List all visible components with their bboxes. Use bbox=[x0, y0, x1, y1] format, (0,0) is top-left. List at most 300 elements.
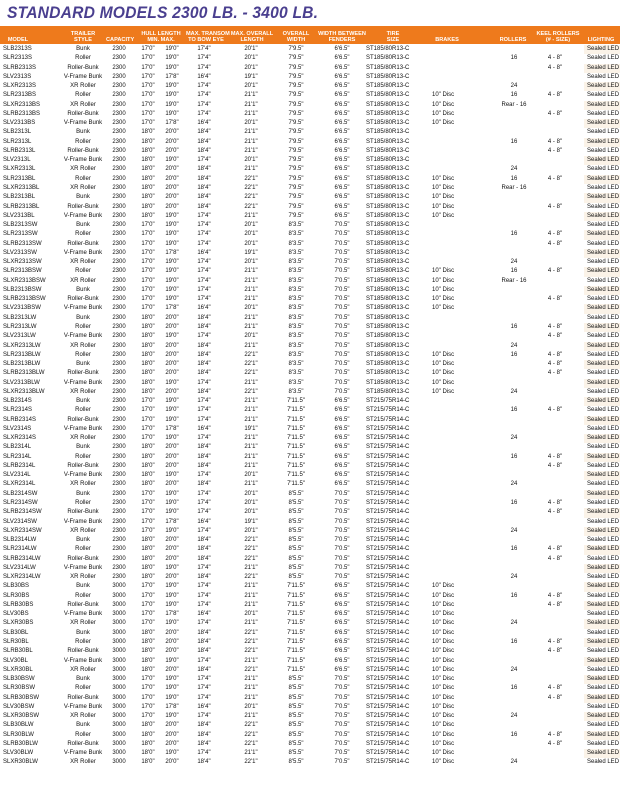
tire-size-cell: ST215/75R14-C bbox=[366, 740, 410, 747]
capacity-cell: 2300 bbox=[112, 268, 126, 275]
overall-length-cell: 21'1" bbox=[244, 212, 258, 219]
trailer-style-cell: Roller bbox=[75, 731, 91, 738]
hull-max-cell: 19'0" bbox=[165, 240, 179, 247]
tire-size-cell: ST215/75R14-C bbox=[366, 555, 410, 562]
tire-size-cell: ST215/75R14-C bbox=[366, 398, 410, 405]
transom-cell: 17'4" bbox=[197, 500, 211, 507]
fender-width-cell: 6'6.5" bbox=[334, 120, 350, 127]
capacity-cell: 2300 bbox=[112, 509, 126, 516]
table-row bbox=[0, 110, 620, 119]
overall-width-cell: 8'3.5" bbox=[288, 277, 304, 284]
brakes-cell bbox=[432, 332, 464, 341]
hull-min-cell: 17'0" bbox=[141, 231, 155, 238]
rollers-cell bbox=[500, 379, 528, 388]
trailer-style-cell: V-Frame Bunk bbox=[63, 379, 103, 386]
tire-size-cell: ST215/75R14-C bbox=[366, 462, 410, 469]
brakes-cell: 10" Disc bbox=[432, 583, 455, 590]
brakes-cell: 10" Disc bbox=[432, 370, 455, 377]
hull-max-cell: 19'0" bbox=[165, 212, 179, 219]
rollers-cell: 16 bbox=[510, 323, 518, 330]
transom-cell: 18'4" bbox=[197, 203, 211, 210]
capacity-cell: 2300 bbox=[112, 101, 126, 108]
fender-width-cell: 6'6.5" bbox=[334, 666, 350, 673]
model-cell: SLXR2313S bbox=[3, 83, 37, 90]
hull-min-cell: 17'0" bbox=[141, 240, 155, 247]
keel-rollers-cell bbox=[536, 212, 574, 221]
model-cell: SLB2313S bbox=[3, 46, 32, 52]
hull-max-cell: 19'0" bbox=[165, 46, 179, 52]
transom-cell: 17'4" bbox=[197, 110, 211, 117]
keel-rollers-cell: 4 - 8" bbox=[547, 685, 563, 692]
trailer-style-cell: Bunk bbox=[76, 194, 90, 201]
hull-max-cell: 19'0" bbox=[165, 333, 179, 340]
model-cell: SLB2314L bbox=[3, 444, 32, 451]
brakes-cell: 10" Disc bbox=[432, 620, 455, 627]
table-row bbox=[0, 184, 620, 193]
trailer-style-cell: Roller bbox=[75, 323, 91, 330]
transom-cell: 17'4" bbox=[197, 212, 211, 219]
hull-min-cell: 17'0" bbox=[141, 249, 155, 256]
trailer-style-cell: Bunk bbox=[76, 722, 90, 729]
table-row bbox=[0, 592, 620, 601]
tire-size-cell: ST185/80R13-C bbox=[366, 101, 410, 108]
tire-size-cell: ST185/80R13-C bbox=[366, 55, 410, 62]
lighting-cell: Sealed LED bbox=[587, 361, 620, 368]
table-row bbox=[0, 249, 620, 258]
lighting-cell: Sealed LED bbox=[587, 435, 620, 442]
model-cell: SLR2313S bbox=[3, 55, 33, 62]
overall-width-cell: 8'3.5" bbox=[288, 259, 304, 266]
header-capacity: CAPACITY bbox=[106, 37, 135, 43]
keel-rollers-cell bbox=[536, 564, 574, 573]
hull-min-cell: 18'0" bbox=[141, 379, 155, 386]
lighting-cell: Sealed LED bbox=[587, 676, 620, 683]
hull-max-cell: 20'0" bbox=[165, 629, 179, 636]
fender-width-cell: 6'6.5" bbox=[334, 481, 350, 488]
keel-rollers-cell: 4 - 8" bbox=[547, 555, 563, 562]
model-cell: SLV2313LW bbox=[3, 333, 36, 340]
tire-size-cell: ST215/75R14-C bbox=[366, 453, 410, 460]
hull-max-cell: 19'0" bbox=[165, 657, 179, 664]
trailer-style-cell: Bunk bbox=[76, 314, 90, 321]
table-row bbox=[0, 675, 620, 684]
overall-length-cell: 22'1" bbox=[244, 175, 258, 182]
hull-max-cell: 20'0" bbox=[165, 546, 179, 553]
overall-width-cell: 7'11.5" bbox=[287, 583, 305, 590]
capacity-cell: 2300 bbox=[112, 444, 126, 451]
lighting-cell: Sealed LED bbox=[587, 537, 620, 544]
overall-length-cell: 21'1" bbox=[244, 592, 258, 599]
fender-width-cell: 7'0.5" bbox=[334, 305, 350, 312]
hull-min-cell: 17'0" bbox=[141, 259, 155, 266]
model-cell: SLRB2313BLW bbox=[3, 370, 45, 377]
overall-length-cell: 21'1" bbox=[244, 277, 258, 284]
tire-size-cell: ST215/75R14-C bbox=[366, 639, 410, 645]
table-row bbox=[0, 527, 620, 536]
trailer-style-cell: Bunk bbox=[76, 490, 90, 497]
trailer-style-cell: V-Frame Bunk bbox=[63, 611, 103, 618]
lighting-cell: Sealed LED bbox=[587, 564, 620, 571]
keel-rollers-cell: 4 - 8" bbox=[547, 592, 563, 599]
trailer-style-cell: Bunk bbox=[76, 676, 90, 683]
tire-size-cell: ST185/80R13-C bbox=[366, 194, 410, 201]
hull-min-cell: 18'0" bbox=[141, 629, 155, 636]
transom-cell: 17'4" bbox=[197, 592, 211, 599]
model-cell: SLR2313SW bbox=[3, 231, 38, 238]
hull-min-cell: 18'0" bbox=[141, 333, 155, 340]
hull-max-cell: 20'0" bbox=[165, 444, 179, 451]
transom-cell: 18'4" bbox=[197, 388, 211, 395]
keel-rollers-cell bbox=[536, 749, 574, 758]
brakes-cell bbox=[432, 555, 464, 564]
capacity-cell: 2300 bbox=[112, 203, 126, 210]
rollers-cell bbox=[500, 119, 528, 128]
transom-cell: 16'4" bbox=[197, 611, 211, 618]
overall-width-cell: 8'3.5" bbox=[288, 361, 304, 368]
overall-length-cell: 20'1" bbox=[244, 611, 258, 618]
trailer-style-cell: XR Roller bbox=[70, 342, 96, 349]
hull-max-cell: 19'0" bbox=[165, 259, 179, 266]
fender-width-cell: 6'6.5" bbox=[334, 83, 350, 90]
table-row bbox=[0, 277, 620, 286]
fender-width-cell: 7'0.5" bbox=[334, 333, 350, 340]
tire-size-cell: ST215/75R14-C bbox=[366, 537, 410, 544]
rollers-cell bbox=[500, 425, 528, 434]
hull-max-cell: 17'8" bbox=[165, 249, 179, 256]
brakes-cell bbox=[432, 518, 464, 527]
fender-width-cell: 7'0.5" bbox=[334, 249, 350, 256]
lighting-cell: Sealed LED bbox=[587, 592, 620, 599]
model-cell: SLRB30BLW bbox=[3, 740, 38, 747]
keel-rollers-cell: 4 - 8" bbox=[547, 731, 563, 738]
fender-width-cell: 6'6.5" bbox=[334, 64, 350, 71]
table-row bbox=[0, 684, 620, 693]
transom-cell: 16'4" bbox=[197, 120, 211, 127]
capacity-cell: 2300 bbox=[112, 212, 126, 219]
fender-width-cell: 7'0.5" bbox=[334, 351, 350, 358]
overall-width-cell: 8'3.5" bbox=[288, 333, 304, 340]
tire-size-cell: ST185/80R13-C bbox=[366, 351, 410, 358]
overall-width-cell: 7'9.5" bbox=[288, 157, 304, 164]
overall-length-cell: 20'1" bbox=[244, 157, 258, 164]
fender-width-cell: 7'0.5" bbox=[334, 361, 350, 368]
tire-size-cell: ST215/75R14-C bbox=[366, 666, 410, 673]
brakes-cell bbox=[432, 64, 464, 73]
model-cell: SLB2313BSW bbox=[3, 286, 42, 293]
fender-width-cell: 7'0.5" bbox=[334, 222, 350, 229]
hull-max-cell: 19'0" bbox=[165, 83, 179, 90]
trailer-style-cell: Bunk bbox=[76, 222, 90, 229]
lighting-cell: Sealed LED bbox=[587, 685, 620, 692]
hull-max-cell: 19'0" bbox=[165, 583, 179, 590]
brakes-cell bbox=[432, 138, 464, 147]
keel-rollers-cell bbox=[536, 758, 574, 767]
hull-min-cell: 17'0" bbox=[141, 527, 155, 534]
model-cell: SLV30BL bbox=[3, 657, 28, 664]
hull-max-cell: 19'0" bbox=[165, 416, 179, 423]
brakes-cell: 10" Disc bbox=[432, 110, 455, 117]
overall-length-cell: 21'1" bbox=[244, 268, 258, 275]
overall-length-cell: 21'1" bbox=[244, 462, 258, 469]
hull-max-cell: 19'0" bbox=[165, 277, 179, 284]
trailer-style-cell: Roller-Bunk bbox=[67, 416, 99, 423]
keel-rollers-cell: 4 - 8" bbox=[547, 740, 563, 747]
lighting-cell: Sealed LED bbox=[587, 648, 620, 655]
table-row bbox=[0, 203, 620, 212]
hull-min-cell: 18'0" bbox=[141, 351, 155, 358]
brakes-cell bbox=[432, 416, 464, 425]
hull-min-cell: 17'0" bbox=[141, 509, 155, 516]
brakes-cell: 10" Disc bbox=[432, 212, 455, 219]
table-row bbox=[0, 388, 620, 397]
table-row bbox=[0, 82, 620, 91]
model-cell: SLV2313BL bbox=[3, 212, 35, 219]
rollers-cell bbox=[500, 314, 528, 323]
table-row bbox=[0, 694, 620, 703]
fender-width-cell: 7'0.5" bbox=[334, 342, 350, 349]
transom-cell: 18'4" bbox=[197, 166, 211, 173]
trailer-style-cell: Roller bbox=[75, 500, 91, 507]
hull-min-cell: 18'0" bbox=[141, 574, 155, 581]
table-row bbox=[0, 91, 620, 100]
hull-max-cell: 17'8" bbox=[165, 611, 179, 618]
model-cell: SLR30BS bbox=[3, 592, 30, 599]
transom-cell: 17'4" bbox=[197, 657, 211, 664]
lighting-cell: Sealed LED bbox=[587, 73, 620, 80]
transom-cell: 18'4" bbox=[197, 370, 211, 377]
rollers-cell: 24 bbox=[510, 481, 518, 488]
overall-width-cell: 8'5.5" bbox=[288, 546, 304, 553]
tire-size-cell: ST215/75R14-C bbox=[366, 444, 410, 451]
transom-cell: 17'4" bbox=[197, 259, 211, 266]
overall-length-cell: 21'1" bbox=[244, 147, 258, 154]
transom-cell: 18'4" bbox=[197, 555, 211, 562]
lighting-cell: Sealed LED bbox=[587, 92, 620, 99]
tire-size-cell: ST185/80R13-C bbox=[366, 157, 410, 164]
keel-rollers-cell bbox=[536, 314, 574, 323]
keel-rollers-cell: 4 - 8" bbox=[547, 296, 563, 303]
capacity-cell: 2300 bbox=[112, 416, 126, 423]
transom-cell: 17'4" bbox=[197, 583, 211, 590]
rollers-cell: Rear - 16 bbox=[501, 101, 527, 108]
hull-min-cell: 18'0" bbox=[141, 666, 155, 673]
trailer-style-cell: Roller-Bunk bbox=[67, 601, 99, 608]
rollers-cell: 24 bbox=[510, 435, 518, 442]
trailer-style-cell: Bunk bbox=[76, 46, 90, 52]
hull-min-cell: 18'0" bbox=[141, 388, 155, 395]
rollers-cell: 24 bbox=[510, 666, 518, 673]
brakes-cell bbox=[432, 480, 464, 489]
overall-width-cell: 8'3.5" bbox=[288, 323, 304, 330]
overall-width-cell: 8'3.5" bbox=[288, 268, 304, 275]
trailer-style-cell: V-Frame Bunk bbox=[63, 750, 103, 757]
fender-width-cell: 6'6.5" bbox=[334, 648, 350, 655]
trailer-style-cell: V-Frame Bunk bbox=[63, 425, 103, 432]
fender-width-cell: 6'6.5" bbox=[334, 194, 350, 201]
hull-max-cell: 17'8" bbox=[165, 305, 179, 312]
overall-length-cell: 21'1" bbox=[244, 166, 258, 173]
overall-length-cell: 20'1" bbox=[244, 490, 258, 497]
capacity-cell: 2300 bbox=[112, 564, 126, 571]
keel-rollers-cell: 4 - 8" bbox=[547, 601, 563, 608]
hull-max-cell: 20'0" bbox=[165, 342, 179, 349]
tire-size-cell: ST185/80R13-C bbox=[366, 277, 410, 284]
overall-length-cell: 22'1" bbox=[244, 546, 258, 553]
table-row bbox=[0, 406, 620, 415]
keel-rollers-cell: 4 - 8" bbox=[547, 453, 563, 460]
keel-rollers-cell: 4 - 8" bbox=[547, 370, 563, 377]
hull-min-cell: 18'0" bbox=[141, 175, 155, 182]
brakes-cell: 10" Disc bbox=[432, 101, 455, 108]
model-cell: SLRB2313SW bbox=[3, 240, 42, 247]
capacity-cell: 2300 bbox=[112, 138, 126, 145]
overall-width-cell: 8'3.5" bbox=[288, 379, 304, 386]
fender-width-cell: 6'6.5" bbox=[334, 110, 350, 117]
tire-size-cell: ST215/75R14-C bbox=[366, 722, 410, 729]
overall-length-cell: 21'1" bbox=[244, 444, 258, 451]
overall-length-cell: 22'1" bbox=[244, 194, 258, 201]
trailer-style-cell: Roller-Bunk bbox=[67, 509, 99, 516]
rollers-cell bbox=[500, 73, 528, 82]
tire-size-cell: ST215/75R14-C bbox=[366, 629, 410, 636]
table-row bbox=[0, 564, 620, 573]
hull-min-cell: 18'0" bbox=[141, 759, 155, 766]
hull-min-cell: 17'0" bbox=[141, 296, 155, 303]
capacity-cell: 2300 bbox=[112, 184, 126, 191]
capacity-cell: 2300 bbox=[112, 92, 126, 99]
lighting-cell: Sealed LED bbox=[587, 101, 620, 108]
capacity-cell: 2300 bbox=[112, 351, 126, 358]
capacity-cell: 2300 bbox=[112, 231, 126, 238]
hull-min-cell: 18'0" bbox=[141, 323, 155, 330]
hull-min-cell: 18'0" bbox=[141, 453, 155, 460]
tire-size-cell: ST215/75R14-C bbox=[366, 518, 410, 525]
overall-width-cell: 7'11.5" bbox=[287, 639, 305, 645]
trailer-style-cell: XR Roller bbox=[70, 388, 96, 395]
rollers-cell bbox=[500, 564, 528, 573]
transom-cell: 17'4" bbox=[197, 490, 211, 497]
hull-min-cell: 17'0" bbox=[141, 305, 155, 312]
keel-rollers-cell bbox=[536, 443, 574, 452]
hull-min-cell: 17'0" bbox=[141, 110, 155, 117]
keel-rollers-cell bbox=[536, 397, 574, 406]
transom-cell: 17'4" bbox=[197, 685, 211, 692]
model-cell: SLR2314LW bbox=[3, 546, 37, 553]
fender-width-cell: 6'6.5" bbox=[334, 583, 350, 590]
capacity-cell: 2300 bbox=[112, 462, 126, 469]
rollers-cell bbox=[500, 240, 528, 249]
rollers-cell bbox=[500, 675, 528, 684]
keel-rollers-cell bbox=[536, 425, 574, 434]
overall-width-cell: 7'11.5" bbox=[287, 629, 305, 636]
fender-width-cell: 6'6.5" bbox=[334, 212, 350, 219]
trailer-style-cell: V-Frame Bunk bbox=[63, 249, 103, 256]
keel-rollers-cell: 4 - 8" bbox=[547, 64, 563, 71]
fender-width-cell: 7'0.5" bbox=[334, 722, 350, 729]
brakes-cell bbox=[432, 249, 464, 258]
overall-width-cell: 8'3.5" bbox=[288, 370, 304, 377]
transom-cell: 17'4" bbox=[197, 527, 211, 534]
table-row bbox=[0, 175, 620, 184]
hull-max-cell: 19'0" bbox=[165, 685, 179, 692]
rollers-cell bbox=[500, 295, 528, 304]
transom-cell: 16'4" bbox=[197, 305, 211, 312]
overall-width-cell: 7'11.5" bbox=[287, 666, 305, 673]
table-row bbox=[0, 647, 620, 656]
header-width-between-fenders: WIDTH BETWEEN FENDERS bbox=[318, 31, 366, 43]
overall-length-cell: 22'1" bbox=[244, 666, 258, 673]
overall-width-cell: 7'9.5" bbox=[288, 184, 304, 191]
capacity-cell: 3000 bbox=[112, 611, 126, 618]
fender-width-cell: 7'0.5" bbox=[334, 759, 350, 766]
hull-max-cell: 19'0" bbox=[165, 398, 179, 405]
transom-cell: 16'4" bbox=[197, 518, 211, 525]
brakes-cell: 10" Disc bbox=[432, 277, 455, 284]
hull-max-cell: 19'0" bbox=[165, 379, 179, 386]
model-cell: SLB30BLW bbox=[3, 722, 34, 729]
keel-rollers-cell: 4 - 8" bbox=[547, 361, 563, 368]
transom-cell: 16'4" bbox=[197, 425, 211, 432]
keel-rollers-cell bbox=[536, 119, 574, 128]
table-row bbox=[0, 712, 620, 721]
transom-cell: 18'4" bbox=[197, 361, 211, 368]
capacity-cell: 3000 bbox=[112, 676, 126, 683]
lighting-cell: Sealed LED bbox=[587, 129, 620, 136]
overall-length-cell: 22'1" bbox=[244, 722, 258, 729]
table-row bbox=[0, 147, 620, 156]
overall-width-cell: 8'5.5" bbox=[288, 694, 304, 701]
rollers-cell: 24 bbox=[510, 527, 518, 534]
keel-rollers-cell: 4 - 8" bbox=[547, 500, 563, 507]
fender-width-cell: 6'6.5" bbox=[334, 73, 350, 80]
header-model: MODEL bbox=[7, 37, 29, 43]
lighting-cell: Sealed LED bbox=[587, 55, 620, 62]
transom-cell: 18'4" bbox=[197, 184, 211, 191]
table-row bbox=[0, 434, 620, 443]
transom-cell: 18'4" bbox=[197, 629, 211, 636]
capacity-cell: 2300 bbox=[112, 555, 126, 562]
fender-width-cell: 6'6.5" bbox=[334, 175, 350, 182]
overall-width-cell: 7'9.5" bbox=[288, 129, 304, 136]
keel-rollers-cell bbox=[536, 434, 574, 443]
transom-cell: 17'4" bbox=[197, 268, 211, 275]
keel-rollers-cell bbox=[536, 258, 574, 267]
model-cell: SLXR2313BS bbox=[3, 101, 41, 108]
table-row bbox=[0, 240, 620, 249]
lighting-cell: Sealed LED bbox=[587, 166, 620, 173]
hull-max-cell: 20'0" bbox=[165, 722, 179, 729]
hull-max-cell: 20'0" bbox=[165, 731, 179, 738]
tire-size-cell: ST185/80R13-C bbox=[366, 342, 410, 349]
overall-width-cell: 7'11.5" bbox=[287, 444, 305, 451]
hull-min-cell: 18'0" bbox=[141, 342, 155, 349]
hull-min-cell: 18'0" bbox=[141, 648, 155, 655]
fender-width-cell: 7'0.5" bbox=[334, 268, 350, 275]
rollers-cell: 24 bbox=[510, 388, 518, 395]
tire-size-cell: ST185/80R13-C bbox=[366, 323, 410, 330]
tire-size-cell: ST215/75R14-C bbox=[366, 592, 410, 599]
hull-min-cell: 17'0" bbox=[141, 277, 155, 284]
brakes-cell: 10" Disc bbox=[432, 685, 455, 692]
capacity-cell: 3000 bbox=[112, 740, 126, 747]
fender-width-cell: 7'0.5" bbox=[334, 546, 350, 553]
model-cell: SLXR30BSW bbox=[3, 713, 40, 720]
overall-width-cell: 7'9.5" bbox=[288, 101, 304, 108]
capacity-cell: 2300 bbox=[112, 110, 126, 117]
fender-width-cell: 6'6.5" bbox=[334, 444, 350, 451]
capacity-cell: 2300 bbox=[112, 55, 126, 62]
hull-max-cell: 20'0" bbox=[165, 314, 179, 321]
